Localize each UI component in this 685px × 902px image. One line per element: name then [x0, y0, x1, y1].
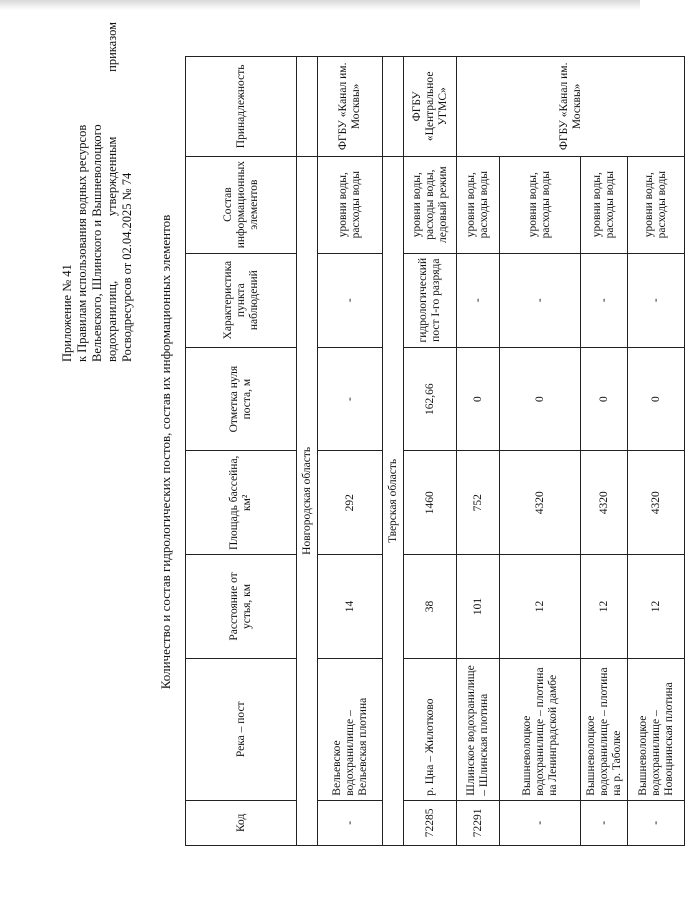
cell-area: 292 [318, 451, 383, 555]
cell-elements: уровни воды, расходы воды [457, 156, 500, 253]
cell-characteristic: гидрологический пост I-го разряда [404, 253, 457, 347]
appendix-line: к Правилам использования водных ресурсов [75, 124, 89, 362]
region-row [297, 57, 318, 846]
cell-distance: 14 [318, 555, 383, 659]
cell-code: 72285 [404, 800, 457, 845]
cell-name: Вышневолоцкое водохранилище – Новоцнинская плотина [628, 658, 685, 800]
appendix-line: Росводресурсов от 02.04.2025 № 74 [120, 172, 134, 362]
table-row [404, 57, 457, 846]
cell-characteristic: - [457, 253, 500, 347]
appendix-number: Приложение № 41 [60, 264, 74, 362]
posts-table [185, 56, 685, 846]
cell-characteristic: - [628, 253, 685, 347]
header-zero: Отметка нуля поста, м [186, 347, 297, 451]
cell-characteristic: - [581, 253, 628, 347]
region-row [383, 57, 404, 846]
region-owner-cell [297, 57, 318, 157]
cell-zero: - [318, 347, 383, 451]
appendix-line: Вельевского, Шлинского и Вышневолоцкого [90, 124, 104, 362]
table-row [628, 57, 685, 846]
cell-area: 4320 [628, 451, 685, 555]
cell-elements: уровни воды, расходы воды [318, 156, 383, 253]
cell-area: 4320 [581, 451, 628, 555]
cell-characteristic: - [318, 253, 383, 347]
cell-distance: 12 [628, 555, 685, 659]
cell-zero: 0 [457, 347, 500, 451]
cell-owner: ФГБУ «Канал им. Москвы» [318, 57, 383, 157]
table-header-row [186, 57, 297, 846]
cell-zero: 0 [581, 347, 628, 451]
cell-characteristic: - [500, 253, 581, 347]
cell-code: - [500, 800, 581, 845]
cell-distance: 12 [500, 555, 581, 659]
cell-distance: 101 [457, 555, 500, 659]
cell-zero: 162,66 [404, 347, 457, 451]
region-tver: Тверская область [383, 156, 404, 845]
cell-zero: 0 [500, 347, 581, 451]
region-novgorod: Новгородская область [297, 156, 318, 845]
appendix-line: водохранилищ, утвержденным приказом [105, 22, 119, 362]
cell-owner: ФГБУ «Канал им. Москвы» [457, 57, 685, 157]
cell-zero: 0 [628, 347, 685, 451]
cell-area: 1460 [404, 451, 457, 555]
cell-distance: 12 [581, 555, 628, 659]
cell-name: Вышневолоцкое водохранилище – плотина на р. Таболке [581, 658, 628, 800]
cell-name: Шлинское водохранилище – Шлинская плотина [457, 658, 500, 800]
table-row [500, 57, 581, 846]
cell-name: Вельевское водохранилище – Вельевская плотина [318, 658, 383, 800]
cell-area: 752 [457, 451, 500, 555]
header-river: Река – пост [186, 658, 297, 800]
cell-code: - [318, 800, 383, 845]
header-code: Код [186, 800, 297, 845]
cell-area: 4320 [500, 451, 581, 555]
header-elements: Состав информационных элементов [186, 156, 297, 253]
header-owner: Принадлежность [186, 57, 297, 157]
cell-owner: ФГБУ «Центральное УГМС» [404, 57, 457, 157]
cell-name: р. Цна – Жилотково [404, 658, 457, 800]
cell-elements: уровни воды, расходы воды [628, 156, 685, 253]
header-area: Площадь бассейна, км² [186, 451, 297, 555]
region-owner-cell [383, 57, 404, 157]
table-row [318, 57, 383, 846]
document-title: Количество и состав гидрологических постов, состав их информационных элементов [158, 214, 173, 690]
header-distance: Расстояние от устья, км [186, 555, 297, 659]
cell-distance: 38 [404, 555, 457, 659]
cell-code: 72291 [457, 800, 500, 845]
cell-elements: уровни воды, расходы воды [581, 156, 628, 253]
table-row [581, 57, 628, 846]
cell-code: - [581, 800, 628, 845]
appendix-header [60, 22, 135, 362]
cell-elements: уровни воды, расходы воды [500, 156, 581, 253]
cell-code: - [628, 800, 685, 845]
cell-elements: уровни воды, расходы воды, ледовый режим [404, 156, 457, 253]
cell-name: Вышневолоцкое водохранилище – плотина на Ленинградской дамбе [500, 658, 581, 800]
table-row [457, 57, 500, 846]
header-characteristic: Характеристика пункта наблюдений [186, 253, 297, 347]
